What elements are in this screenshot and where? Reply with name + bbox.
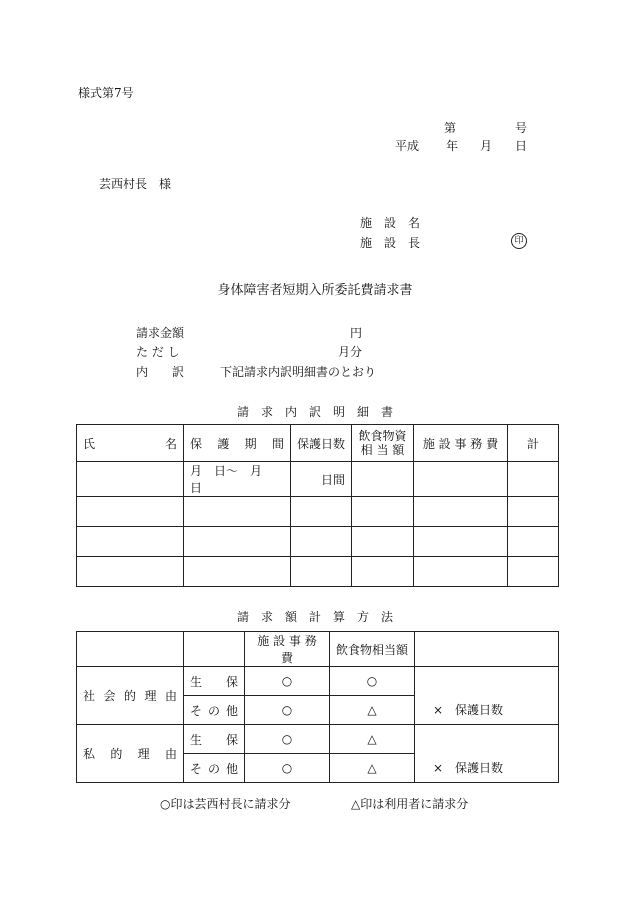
mark-fee: ○	[245, 696, 330, 725]
group-social-reason: 社 会 的 理 由	[77, 667, 184, 725]
doc-number-go: 号	[515, 121, 528, 135]
form-number: 様式第7号	[78, 86, 134, 100]
footnote-triangle: △印は利用者に請求分	[351, 797, 469, 811]
tadashi-label: た だ し	[136, 345, 180, 359]
header-facility-fee: 施 設 事 務 費	[414, 425, 508, 462]
note-days: × 保護日数	[415, 725, 559, 783]
detail-table	[76, 424, 559, 587]
sub-sonota: そ の 他	[184, 696, 245, 725]
month-unit: 月分	[338, 345, 363, 359]
calc-title: 請 求 額 計 算 方 法	[236, 610, 393, 624]
header-name: 氏 名	[77, 425, 184, 462]
group-private-reason: 私 的 理 由	[77, 725, 184, 783]
table-row	[77, 725, 559, 754]
date-month: 月	[480, 139, 493, 153]
date-era: 平成	[395, 139, 420, 153]
facility-name-label: 施 設 名	[360, 216, 421, 230]
date-day: 日	[515, 139, 528, 153]
facility-head-label: 施 設 長	[360, 236, 421, 250]
sub-sonota: そ の 他	[184, 754, 245, 783]
request-amount-unit: 円	[350, 326, 363, 340]
mark-food: △	[330, 754, 415, 783]
table-row	[77, 462, 559, 497]
breakdown-label: 内 訳	[136, 365, 185, 379]
date-year: 年	[446, 139, 459, 153]
mark-fee: ○	[245, 667, 330, 696]
seal-mark: 印	[511, 233, 527, 249]
sub-seiho: 生 保	[184, 667, 245, 696]
addressee: 芸西村長 様	[99, 177, 172, 191]
cell-period: 月 日〜 月 日	[184, 462, 291, 497]
document-title: 身体障害者短期入所委託費請求書	[217, 283, 413, 298]
header-period: 保 護 期 間	[184, 425, 291, 462]
mark-food: ○	[330, 667, 415, 696]
mark-fee: ○	[245, 725, 330, 754]
mark-food: △	[330, 725, 415, 754]
request-amount-label: 請求金額	[136, 326, 185, 340]
header-food: 飲食物資 相 当 額	[352, 425, 414, 462]
sub-seiho: 生 保	[184, 725, 245, 754]
note-days: × 保護日数	[415, 667, 559, 725]
table-row	[77, 667, 559, 696]
cell-days: 日間	[291, 462, 352, 497]
header-days: 保護日数	[291, 425, 352, 462]
breakdown-value: 下記請求内訳明細書のとおり	[220, 365, 377, 379]
calc-header-food: 飲食物相当額	[330, 632, 415, 667]
header-total: 計	[508, 425, 559, 462]
mark-fee: ○	[245, 754, 330, 783]
table-row	[77, 527, 559, 557]
table-row	[77, 557, 559, 587]
mark-food: △	[330, 696, 415, 725]
footnote-circle: ○印は芸西村長に請求分	[160, 797, 291, 811]
doc-number-dai: 第	[444, 121, 457, 135]
calc-header-facility-fee: 施 設 事 務 費	[245, 632, 330, 667]
cell-name	[77, 462, 184, 497]
detail-title: 請 求 内 訳 明 細 書	[236, 405, 393, 419]
table-row	[77, 497, 559, 527]
calc-table	[76, 631, 559, 783]
